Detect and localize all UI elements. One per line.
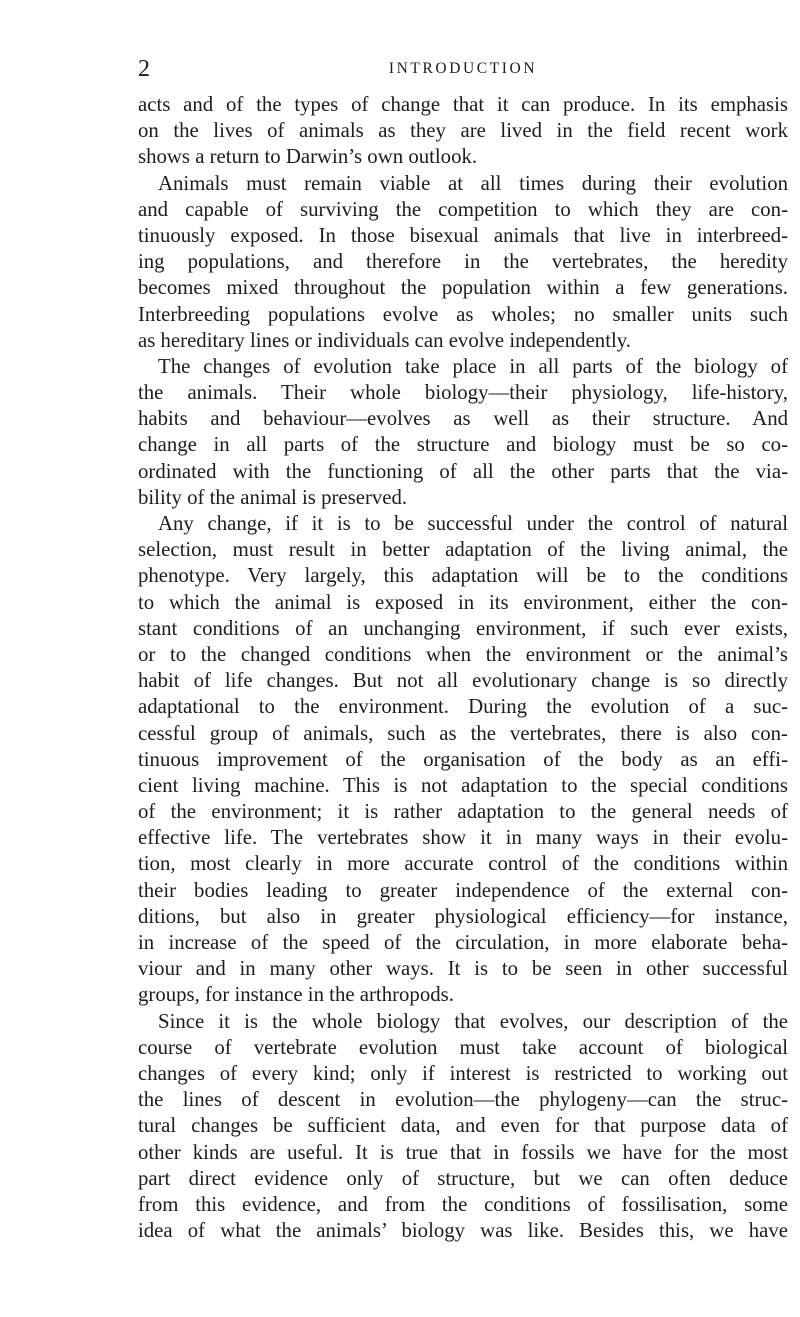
text-line: habit of life changes. But not all evolutionary change is so directly [138,669,788,693]
text-line: tinuous improvement of the organisation of the body as an effi- [138,747,788,771]
text-line: adaptational to the environment. During the evolution of a suc- [138,695,788,719]
paragraph-5 [138,1009,788,1245]
body-text [138,92,788,1244]
text-line: The changes of evolution take place in all parts of the biology of [158,354,788,378]
text-line: from this evidence, and from the conditions of fossilisation, some [138,1192,788,1216]
text-line: cessful group of animals, such as the vertebrates, there is also con- [138,721,788,745]
text-line: phenotype. Very largely, this adaptation will be to the conditions [138,564,788,588]
text-line: bility of the animal is preserved. [138,485,408,509]
text-line: course of vertebrate evolution must take account of biological [138,1035,788,1059]
text-line: change in all parts of the structure and biology must be so co- [138,433,788,457]
page-number: 2 [138,56,150,82]
text-line: other kinds are useful. It is true that in fossils we have for the most [138,1140,788,1164]
text-line: of the environment; it is rather adaptation to the general needs of [138,800,788,824]
text-line: effective life. The vertebrates show it in many ways in their evolu- [138,826,788,850]
text-line: groups, for instance in the arthropods. [138,983,454,1007]
text-line: on the lives of animals as they are lived in the field recent work [138,119,788,143]
text-line: viour and in many other ways. It is to be seen in other successful [138,957,788,981]
text-line: becomes mixed throughout the population within a few generations. [138,276,788,300]
text-line: tinuously exposed. In those bisexual animals that live in interbreed- [138,223,788,247]
text-line: in increase of the speed of the circulation, in more elaborate beha- [138,931,788,954]
text-line: the animals. Their whole biology—their physiology, life-history, [138,381,788,405]
text-line: habits and behaviour—evolves as well as their structure. And [138,407,788,431]
paragraph-1 [138,92,788,171]
text-line: ordinated with the functioning of all the other parts that the via- [138,459,788,483]
text-line: acts and of the types of change that it can produce. In its emphasis [138,93,788,116]
text-line: idea of what the animals’ biology was like. Besides this, we have [138,1219,788,1243]
text-line: and capable of surviving the competition to which they are con- [138,197,788,221]
text-line: Since it is the whole biology that evolves, our description of the [158,1009,788,1033]
text-line: tural changes be sufficient data, and even for that purpose data of [138,1114,788,1138]
text-line: ditions, but also in greater physiological efficiency—for instance, [138,904,788,928]
text-line: Interbreeding populations evolve as wholes; no smaller units such [138,302,788,326]
running-title: INTRODUCTION [388,60,538,77]
text-line: part direct evidence only of structure, but we can often deduce [138,1166,788,1190]
text-line: as hereditary lines or individuals can evolve independently. [138,328,632,352]
text-line: cient living machine. This is not adaptation to the special conditions [138,773,788,797]
text-line: or to the changed conditions when the environment or the animal’s [138,642,788,666]
paragraph-3 [138,354,788,511]
text-line: to which the animal is exposed in its environment, either the con- [138,590,788,614]
paragraph-2 [138,171,788,354]
text-line: tion, most clearly in more accurate control of the conditions within [138,852,788,876]
text-line: selection, must result in better adaptation of the living animal, the [138,538,788,562]
text-line: their bodies leading to greater independence of the external con- [138,878,788,902]
text-line: stant conditions of an unchanging environment, if such ever exists, [138,616,788,640]
text-line: the lines of descent in evolution—the phylogeny—can the struc- [138,1088,788,1112]
paragraph-4 [138,511,788,1009]
text-line: ing populations, and therefore in the vertebrates, the heredity [138,250,788,274]
text-line: shows a return to Darwin’s own outlook. [138,145,478,169]
text-line: Any change, if it is to be successful under the control of natural [158,512,788,535]
running-head [138,54,788,84]
text-line: Animals must remain viable at all times during their evolution [158,171,788,195]
text-line: changes of every kind; only if interest is restricted to working out [138,1061,788,1085]
